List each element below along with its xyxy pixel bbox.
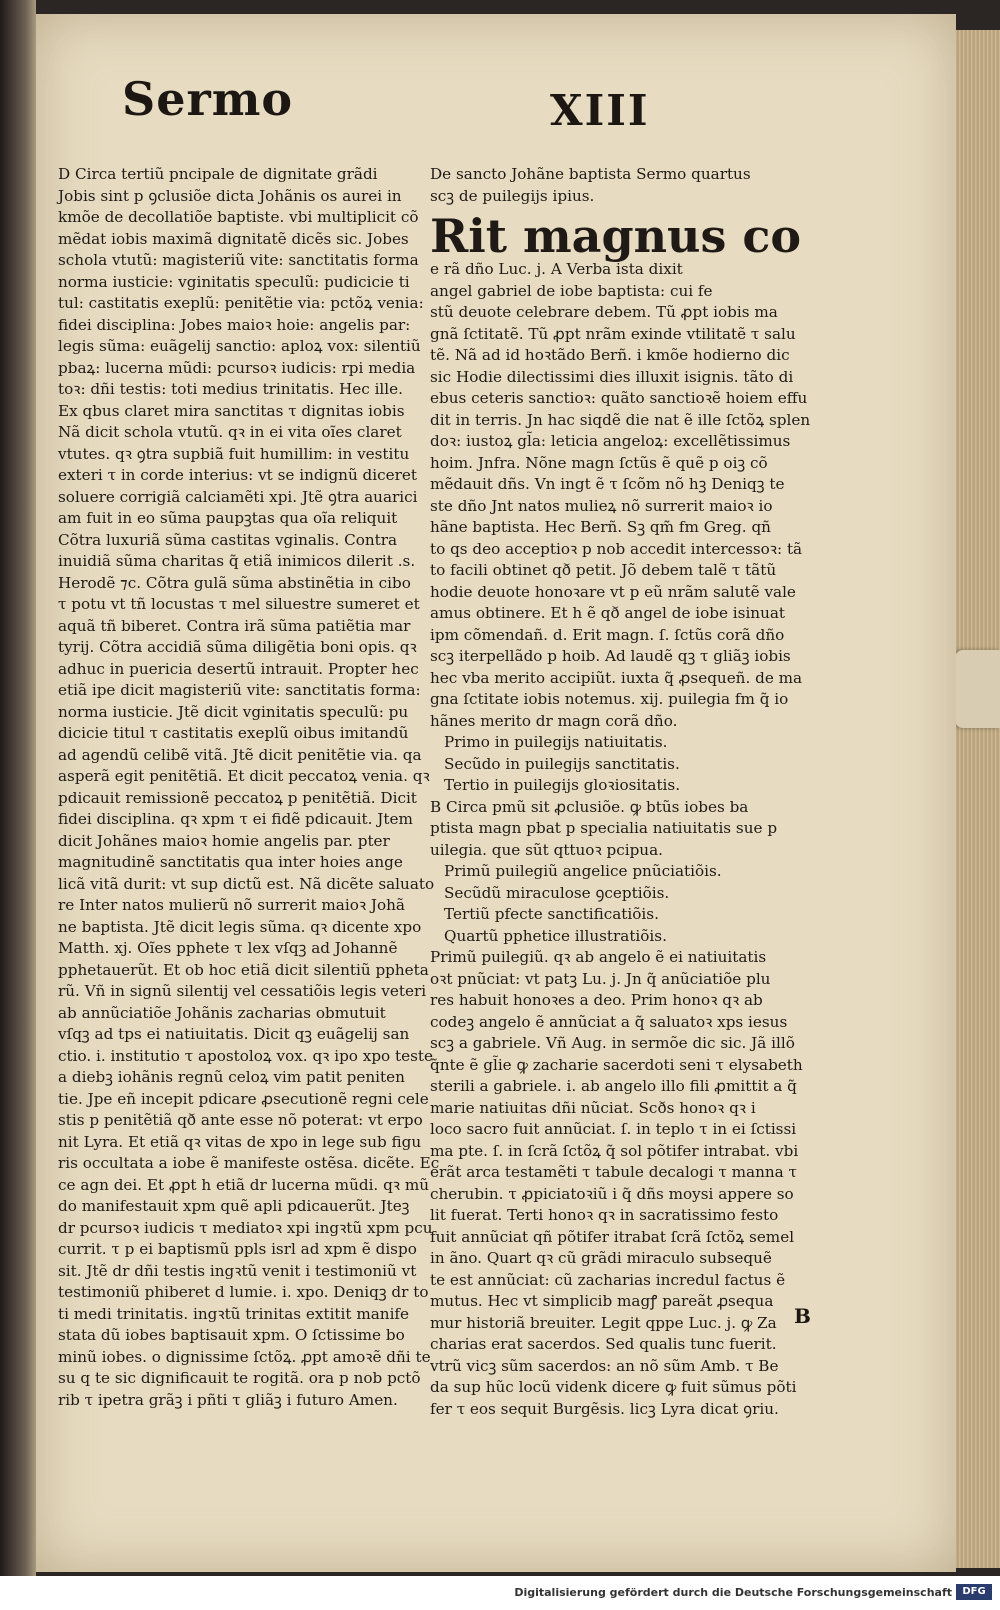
text-line: sit. Jtẽ dr dñi testis ingꝛtũ venit i testimoniũ vt (58, 1261, 417, 1280)
text-line: charias erat sacerdos. Sed qualis tunc fuerit. (430, 1335, 777, 1353)
text-line: norma iusticie. Jtẽ dicit vginitatis speculũ: pu (58, 702, 409, 721)
text-line: toꝛ: dñi testis: toti medius trinitatis. Hec ille. (58, 380, 403, 398)
text-line: dr pcursoꝛ iudicis τ mediatoꝛ xpi ingꝛtũ xpm pcu (58, 1218, 433, 1237)
text-line: soluere corrigiã calciamẽti xpi. Jtẽ ꝯtra auarici (58, 487, 418, 506)
book-spine (0, 0, 36, 1610)
text-line: aquã tñ biberet. Contra irã sũma patiẽtia mar (58, 616, 411, 635)
text-line: cherubin. τ ꝓpiciatoꝛiũ i q̃ dñs moysi appere so (430, 1184, 794, 1203)
text-line: ste dño Jnt natos mulieꝝ nõ surrerit maioꝛ io (430, 496, 773, 515)
text-line: amus obtinere. Et h ẽ qð angel de iobe isinuat (430, 604, 786, 622)
text-line: Ex qbus claret mira sanctitas τ dignitas iobis (58, 401, 405, 420)
text-line: ce agn dei. Et ꝓpt h etiã dr lucerna mũdi. qꝛ mũ (58, 1175, 430, 1194)
footer-text: Digitalisierung gefördert durch die Deutsche Forschungsgemeinschaft (514, 1586, 952, 1599)
text-line: doꝛ: iustoꝝ gl̃a: leticia angeloꝝ: excellẽtissimus (430, 432, 791, 450)
text-line: magnitudinẽ sanctitatis qua inter hoies ange (58, 853, 403, 871)
text-line: fuit annũciat qñ põtifer itrabat ſcrã ſctõꝝ semel (430, 1227, 795, 1246)
text-line: ptista magn pbat p specialia natiuitatis sue p (430, 819, 778, 837)
text-line: q̃nte ẽ gl̃ie ꝙ zacharie sacerdoti seni τ elysabeth (430, 1055, 803, 1074)
text-line: sic Hodie dilectissimi dies illuxit isignis. tãto di (430, 367, 794, 386)
text-line: vtrũ vicꝫ sũm sacerdos: an nõ sũm Amb. τ Be (430, 1356, 779, 1375)
text-line: tie. Jpe eñ incepit pdicare ꝓsecutionẽ regni cele (58, 1089, 429, 1108)
text-line: dicit Johãnes maioꝛ homie angelis par. pter (58, 831, 390, 850)
text-line: asperã egit penitẽtiã. Et dicit peccatoꝝ venia. qꝛ (58, 767, 430, 785)
text-line: testimoniũ phiberet d lumie. i. xpo. Deniqꝫ dr to (58, 1283, 429, 1301)
text-line: a diebꝫ iohãnis regnũ celoꝝ vim patit peniten (58, 1068, 405, 1086)
text-line: fidei disciplina: Jobes maioꝛ hoie: angelis par: (58, 315, 411, 334)
text-line: mutus. Hec vt simplicib magꝭ pareãt ꝓsequa (430, 1292, 774, 1310)
text-line: mur historiã breuiter. Legit qppe Luc. j. ꝙ Za (430, 1313, 777, 1332)
text-line: ctio. i. institutio τ apostoloꝝ vox. qꝛ ipo xpo teste (58, 1046, 433, 1065)
text-line: hãne baptista. Hec Berñ. Sꝫ qm̃ fm Greg. qñ (430, 518, 771, 536)
text-line: loco sacro fuit annũciat. ſ. in teplo τ in ei ſctissi (430, 1120, 797, 1138)
text-line: gna ſctitate iobis notemus. xij. puilegia fm q̃ io (430, 690, 789, 708)
text-line: to facili obtinet qð petit. Jõ debem talẽ τ tãtũ (430, 561, 777, 579)
text-line: am fuit in eo sũma paupꝫtas qua oĩa reliquit (58, 509, 398, 527)
text-line: angel gabriel de iobe baptista: cui fe (430, 281, 713, 300)
text-line: stata dũ iobes baptisauit xpm. O ſctissime bo (58, 1326, 405, 1344)
text-line: licã vitã durit: vt sup dictũ est. Nã dicẽte saluato (58, 874, 435, 893)
text-line: ris occultata a iobe ẽ manifeste ostẽsa. dicẽte. Ec (58, 1154, 440, 1172)
text-line: stis p penitẽtiã qð ante esse nõ poterat: vt erpo (58, 1111, 423, 1129)
text-line: Nã dicit schola vtutũ. qꝛ in ei vita oĩes claret (58, 423, 402, 441)
text-line: adhuc in puericia desertũ intrauit. Propter hec (58, 659, 419, 678)
catchword: B (794, 1304, 811, 1328)
text-line: dicicie titul τ castitatis exeplũ oibus imitandũ (58, 724, 409, 742)
text-line: vtutes. qꝛ ꝯtra supbiã fuit humillim: in vestitu (58, 444, 410, 463)
right-column (430, 164, 818, 1420)
text-line: hodie deuote honoꝛare vt p eũ nrãm salutẽ vale (430, 582, 796, 601)
text-line: fidei disciplina. qꝛ xpm τ ei fidẽ pdicauit. Jtem (58, 810, 413, 828)
text-line: inuidiã sũma charitas q̃ etiã inimicos dilerit .s. (58, 552, 416, 570)
text-line: Jobis sint p ꝯclusiõe dicta Johãnis os aurei in (58, 186, 402, 205)
page-edges (956, 30, 1000, 1568)
text-line: ne baptista. Jtẽ dicit legis sũma. qꝛ dicente xpo (58, 917, 422, 936)
text-line: tyrij. Cõtra accidiã sũma diligẽtia boni opis. qꝛ (58, 638, 417, 656)
text-line: su q te sic dignificauit te rogitã. ora p nob pctõ (58, 1369, 421, 1387)
opening-words: Rit magnus co (430, 209, 802, 263)
text-line: ebus ceteris sanctioꝛ: quãto sanctioꝛẽ hoiem effu (430, 389, 808, 407)
text-line: norma iusticie: vginitatis speculũ: pudicicie ti (58, 272, 410, 291)
section-b (430, 797, 818, 862)
text-line: ipm cõmendañ. d. Erit magn. ſ. ſctũs corã dño (430, 625, 785, 644)
text-line: e rã dño Luc. j. A Verba ista dixit (430, 260, 683, 278)
text-line: in ãno. Quart qꝛ cũ grãdi miraculo subsequẽ (430, 1249, 772, 1267)
text-line: Cõtra luxuriã sũma castitas vginalis. Contra (58, 530, 398, 549)
text-line: scꝫ a gabriele. Vñ Aug. in sermõe dic sic. Jã illõ (430, 1034, 795, 1052)
page (36, 14, 956, 1572)
text-line: oꝛt pnũciat: vt patꝫ Lu. j. Jn q̃ anũciatiõe plu (430, 969, 771, 988)
text-line: D Circa tertiũ pncipale de dignitate grãdi (58, 165, 378, 183)
text-line: kmõe de decollatiõe baptiste. vbi multiplicit cõ (58, 208, 419, 226)
text-line: marie natiuitas dñi nũciat. Scðs honoꝛ qꝛ i (430, 1098, 756, 1117)
dfg-logo: DFG (956, 1584, 992, 1600)
text-line: hoim. Jnfra. Nõne magn ſctũs ẽ quẽ p oiꝫ cõ (430, 453, 768, 472)
footer-bar (0, 1576, 1000, 1610)
text-line: re Inter natos mulierũ nõ surrerit maioꝛ Johã (58, 896, 405, 914)
privileges-list (430, 732, 818, 797)
text-line: sterili a gabriele. i. ab angelo illo fili ꝓmittit a q̃ (430, 1077, 797, 1095)
sermon-title-line: De sancto Johãne baptista Sermo quartus (430, 165, 751, 183)
privilege-item: Secũdo in puilegijs sanctitatis. (444, 754, 680, 773)
text-line: ad agendũ celibẽ vitã. Jtẽ dicit penitẽtie via. qa (58, 745, 422, 764)
bookmark-tab (955, 650, 1000, 728)
sermon-title-line: scꝫ de puilegijs ipius. (430, 186, 595, 205)
text-line: minũ iobes. o dignissime ſctõꝝ. ꝓpt amoꝛẽ dñi te (58, 1347, 431, 1366)
text-line: ma pte. ſ. in ſcrã ſctõꝝ q̃ sol põtifer intrabat. vbi (430, 1141, 799, 1160)
text-line: do manifestauit xpm quẽ apli pdicauerũt. Jteꝫ (58, 1197, 410, 1215)
text-line: rib τ ipetra grãꝫ i pñti τ gliãꝫ i futuro Amen. (58, 1390, 398, 1409)
text-line: vſqꝫ ad tps ei natiuitatis. Dicit qꝫ euãgelij san (58, 1025, 410, 1043)
text-line: te est annũciat: cũ zacharias incredul factus ẽ (430, 1270, 786, 1289)
text-line: rũ. Vñ in signũ silentij vel cessatiõis legis veteri (58, 982, 427, 1000)
text-line: pbaꝝ: lucerna mũdi: pcursoꝛ iudicis: rpi media (58, 358, 416, 377)
text-line: uilegia. que sũt qttuoꝛ pcipua. (430, 840, 663, 859)
text-line: codeꝫ angelo ẽ annũciat a q̃ saluatoꝛ xps iesus (430, 1012, 788, 1031)
text-line: erãt arca testamẽti τ tabule decalogi τ manna τ (430, 1163, 797, 1181)
text-line: Herodẽ ⁊c. Cõtra gulã sũma abstinẽtia in cibo (58, 573, 411, 592)
text-line: ab annũciatiõe Johãnis zacharias obmutuit (58, 1003, 386, 1022)
privilege-item: Primo in puilegijs natiuitatis. (444, 733, 668, 751)
text-line: legis sũma: euãgelij sanctio: aploꝝ vox: silentiũ (58, 337, 421, 355)
text-line: exteri τ in corde interius: vt se indignũ diceret (58, 466, 417, 484)
text-line: tul: castitatis exeplũ: penitẽtie via: pctõꝝ venia: (58, 294, 424, 312)
text-line: Primũ puilegiũ. qꝛ ab angelo ẽ ei natiuitatis (430, 948, 767, 966)
text-line: hãnes merito dr magn corã dño. (430, 711, 678, 730)
text-line: nit Lyra. Et etiã qꝛ vitas de xpo in lege sub figu (58, 1132, 422, 1151)
running-header-right: XIII (550, 86, 650, 135)
text-line: fer τ eos sequit Burgẽsis. licꝫ Lyra dicat ꝯriu. (430, 1399, 779, 1418)
right-body-continued (430, 947, 818, 1420)
text-line: mẽdat iobis maximã dignitatẽ dicẽs sic. Jobes (58, 229, 409, 248)
text-line: tẽ. Nã ad id hoꝛtãdo Berñ. i kmõe hodierno dic (430, 346, 790, 364)
text-line: schola vtutũ: magisteriũ vite: sanctitatis forma (58, 251, 419, 269)
text-line: ti medi trinitatis. ingꝛtũ trinitas extitit manife (58, 1304, 410, 1323)
text-line: pdicauit remissionẽ peccatoꝝ p penitẽtiã. Dicit (58, 788, 417, 807)
text-line: τ potu vt tñ locustas τ mel siluestre sumeret et (58, 595, 420, 613)
text-line: mẽdauit dñs. Vn ingt ẽ τ ſcõm nõ hꝫ Deniqꝫ te (430, 475, 785, 493)
right-body (430, 259, 818, 732)
privilege-item: Tertio in puilegijs gloꝛiositatis. (444, 776, 681, 794)
text-line: lit fuerat. Terti honoꝛ qꝛ in sacratissimo festo (430, 1206, 779, 1224)
text-line: stũ deuote celebrare debem. Tũ ꝓpt iobis ma (430, 303, 778, 321)
text-line: to qs deo acceptioꝛ p nob accedit intercessoꝛ: tã (430, 539, 803, 558)
text-line: Matth. xj. Oĩes pphete τ lex vſqꝫ ad Johannẽ (58, 939, 398, 957)
text-line: gnã ſctitatẽ. Tũ ꝓpt nrãm exinde vtilitatẽ τ salu (430, 324, 796, 343)
text-line: da sup hũc locũ videnk dicere ꝙ fuit sũmus põti (430, 1378, 797, 1396)
running-header-left: Sermo (122, 72, 294, 126)
text-line: currit. τ p ei baptismũ ppls isrl ad xpm ẽ dispo (58, 1240, 417, 1258)
text-line: B Circa pmũ sit ꝓclusiõe. ꝙ btũs iobes ba (430, 797, 749, 816)
sub-privilege-item: Primũ puilegiũ angelice pnũciatiõis. (444, 862, 722, 880)
text-line: scꝫ iterpellãdo p hoib. Ad laudẽ qꝫ τ gliãꝫ iobis (430, 647, 791, 665)
sub-privilege-item: Tertiũ pfecte sanctificatiõis. (444, 905, 659, 923)
sub-privilege-item: Secũdũ miraculose ꝯceptiõis. (444, 883, 670, 902)
sub-privilege-item: Quartũ pphetice illustratiõis. (444, 926, 667, 945)
sub-privileges-list (430, 861, 818, 947)
text-line: res habuit honoꝛes a deo. Prim honoꝛ qꝛ ab (430, 991, 763, 1009)
text-line: pphetauerũt. Et ob hoc etiã dicit silentiũ ppheta (58, 960, 429, 979)
text-line: etiã ipe dicit magisteriũ vite: sanctitatis forma: (58, 681, 421, 699)
left-column (58, 164, 440, 1411)
text-line: dit in terris. Jn hac siqdẽ die nat ẽ ille ſctõꝝ splen (430, 410, 811, 429)
text-line: hec vba merito accipiũt. iuxta q̃ ꝓsequeñ. de ma (430, 668, 803, 687)
